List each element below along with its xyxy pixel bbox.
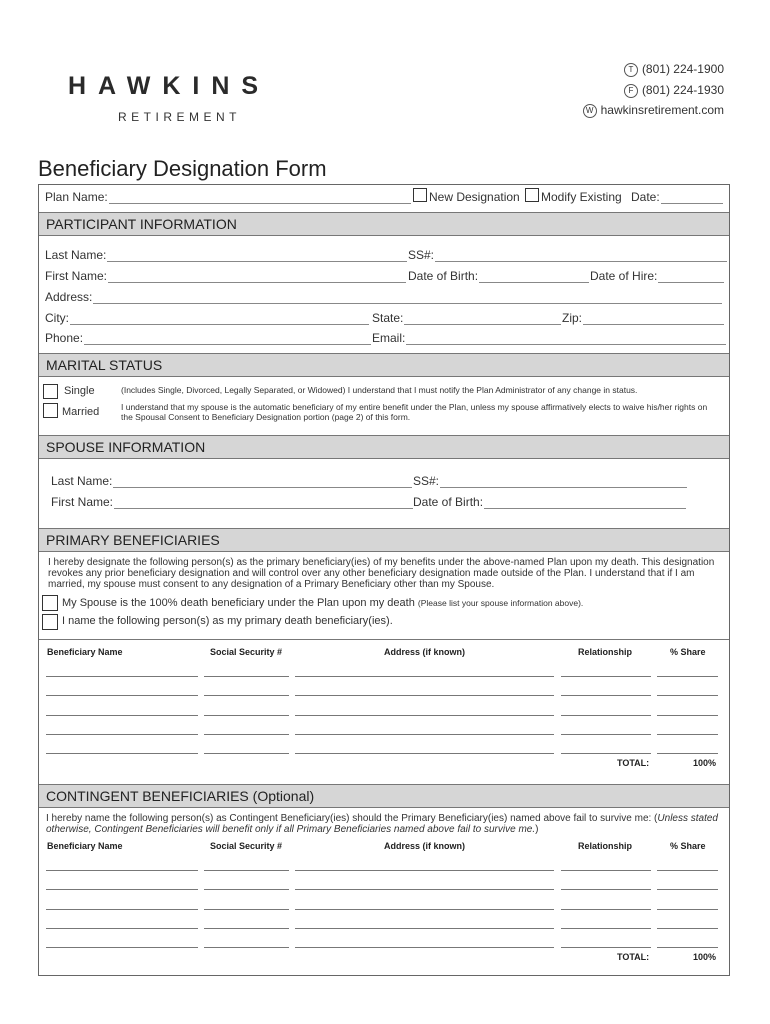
new-designation-checkbox[interactable] [413,188,427,202]
contingent-col-address: Address (if known) [384,841,466,851]
primary-row-3-col-4-line[interactable] [561,715,651,716]
contingent-row-4-col-2-line[interactable] [204,928,289,929]
primary-row-3-col-3-line[interactable] [295,715,554,716]
contingent-row-5-col-4-line[interactable] [561,947,651,948]
primary-row-4-col-5-line[interactable] [657,734,718,735]
single-label: Single [64,385,95,397]
spouse-first-name-field[interactable]: First Name: [51,495,413,509]
spouse-section-header: SPOUSE INFORMATION [39,435,729,459]
contingent-intro: I hereby name the following person(s) as Contingent Beneficiary(ies) should the Primary Beneficiary(ies) named above fail to survive me: (Unless stated otherwise, Contingent Beneficiaries will benefit only if all Primary Beneficiaries named above fail to survive me.) [46,813,718,835]
participant-hire-date-field[interactable]: Date of Hire: [590,269,724,283]
participant-dob-field[interactable]: Date of Birth: [408,269,589,283]
primary-row-2-col-1-line[interactable] [46,695,198,696]
primary-row-1-col-5-line[interactable] [657,676,718,677]
participant-city-field[interactable]: City: [45,311,369,325]
married-note: I understand that my spouse is the automatic beneficiary of my entire benefit under the Plan, unless my spouse affirmatively elects to waive his/her rights on the Spousal Consent to Beneficiary Designation portion (page 2) of this form. [121,402,708,422]
primary-row-5-col-2-line[interactable] [204,753,289,754]
married-label: Married [62,406,100,418]
contingent-row-1-col-5-line[interactable] [657,870,718,871]
web-text[interactable]: hawkinsretirement.com [600,103,724,117]
participant-last-name-field[interactable]: Last Name: [45,248,407,262]
contingent-row-2-col-4-line[interactable] [561,889,651,890]
contact-web [583,103,724,118]
web-icon: W [583,104,597,118]
participant-zip-field[interactable]: Zip: [562,311,724,325]
primary-row-2-col-3-line[interactable] [295,695,554,696]
plan-name-field[interactable]: Plan Name: [45,190,411,204]
primary-row-2-col-4-line[interactable] [561,695,651,696]
contingent-row-3-col-3-line[interactable] [295,909,554,910]
marital-section-header: MARITAL STATUS [39,353,729,377]
fax-icon: F [624,84,638,98]
participant-section-header: PARTICIPANT INFORMATION [39,212,729,236]
primary-total-label: TOTAL: [617,758,650,768]
single-note: (Includes Single, Divorced, Legally Separated, or Widowed) I understand that I must notify the Plan Administrator of any change in status. [121,385,638,395]
primary-col-relationship: Relationship [578,647,633,657]
primary-total-value: 100% [693,758,717,768]
contingent-row-5-col-1-line[interactable] [46,947,198,948]
form-title: Beneficiary Designation Form [38,156,327,181]
primary-col-share: % Share [670,647,706,657]
contingent-row-2-col-2-line[interactable] [204,889,289,890]
participant-state-field[interactable]: State: [372,311,561,325]
spouse-ssn-field[interactable]: SS#: [413,474,687,488]
modify-existing-checkbox[interactable] [525,188,539,202]
contingent-row-2-col-3-line[interactable] [295,889,554,890]
participant-address-field[interactable]: Address: [45,290,722,304]
primary-table-top-rule [39,639,729,640]
contingent-row-2-col-1-line[interactable] [46,889,198,890]
contingent-row-5-col-5-line[interactable] [657,947,718,948]
spouse-beneficiary-checkbox[interactable] [42,595,58,611]
single-checkbox[interactable] [43,384,58,399]
contact-fax [624,83,724,98]
contingent-row-1-col-2-line[interactable] [204,870,289,871]
primary-col-address: Address (if known) [384,647,466,657]
primary-intro: I hereby designate the following person(s) as the primary beneficiary(ies) of my benefits under the above-named Plan upon my death. This designation revokes any prior beneficiary designation and will control over any other beneficiary designation made outside of the Plan. I understand that if I am married, my spouse must consent to any designation of a Primary Beneficiary other than my Spouse. [48,557,715,590]
primary-row-1-col-3-line[interactable] [295,676,554,677]
spouse-beneficiary-label: My Spouse is the 100% death beneficiary under the Plan upon my death (Please list your spouse information above). [62,597,584,609]
participant-email-field[interactable]: Email: [372,331,726,345]
primary-row-5-col-5-line[interactable] [657,753,718,754]
contingent-row-4-col-3-line[interactable] [295,928,554,929]
primary-row-1-col-2-line[interactable] [204,676,289,677]
contingent-row-4-col-4-line[interactable] [561,928,651,929]
contingent-row-4-col-1-line[interactable] [46,928,198,929]
fax-text: (801) 224-1930 [641,83,724,97]
primary-row-4-col-2-line[interactable] [204,734,289,735]
contingent-row-3-col-2-line[interactable] [204,909,289,910]
primary-section-header: PRIMARY BENEFICIARIES [39,528,729,552]
contact-telephone [624,62,724,77]
primary-row-4-col-4-line[interactable] [561,734,651,735]
primary-row-5-col-3-line[interactable] [295,753,554,754]
primary-row-4-col-1-line[interactable] [46,734,198,735]
participant-phone-field[interactable]: Phone: [45,331,371,345]
primary-row-4-col-3-line[interactable] [295,734,554,735]
contingent-row-5-col-2-line[interactable] [204,947,289,948]
primary-row-5-col-4-line[interactable] [561,753,651,754]
contingent-col-ssn: Social Security # [210,841,283,851]
contingent-col-name: Beneficiary Name [47,841,123,851]
named-beneficiary-checkbox[interactable] [42,614,58,630]
participant-first-name-field[interactable]: First Name: [45,269,406,283]
primary-row-1-col-1-line[interactable] [46,676,198,677]
contingent-row-4-col-5-line[interactable] [657,928,718,929]
primary-row-2-col-2-line[interactable] [204,695,289,696]
spouse-last-name-field[interactable]: Last Name: [51,474,412,488]
contingent-row-3-col-1-line[interactable] [46,909,198,910]
primary-row-3-col-1-line[interactable] [46,715,198,716]
primary-col-ssn: Social Security # [210,647,283,657]
primary-row-3-col-2-line[interactable] [204,715,289,716]
modify-existing-label: Modify Existing [541,190,622,204]
primary-row-2-col-5-line[interactable] [657,695,718,696]
primary-row-5-col-1-line[interactable] [46,753,198,754]
contingent-row-2-col-5-line[interactable] [657,889,718,890]
spouse-dob-field[interactable]: Date of Birth: [413,495,686,509]
contingent-total-label: TOTAL: [617,952,650,962]
brand-tagline: RETIREMENT [118,110,241,124]
married-checkbox[interactable] [43,403,58,418]
contingent-row-5-col-3-line[interactable] [295,947,554,948]
contingent-total-value: 100% [693,952,717,962]
primary-col-name: Beneficiary Name [47,647,123,657]
telephone-icon: T [624,63,638,77]
plan-date-field[interactable]: Date: [631,190,723,204]
telephone-text: (801) 224-1900 [641,62,724,76]
brand-logo: HAWKINS [68,72,271,100]
new-designation-label: New Designation [429,190,520,204]
contingent-col-relationship: Relationship [578,841,633,851]
contingent-row-1-col-4-line[interactable] [561,870,651,871]
contingent-section-header: CONTINGENT BENEFICIARIES (Optional) [39,784,729,808]
participant-ssn-field[interactable]: SS#: [408,248,727,262]
contingent-row-1-col-1-line[interactable] [46,870,198,871]
contingent-row-1-col-3-line[interactable] [295,870,554,871]
primary-row-3-col-5-line[interactable] [657,715,718,716]
contingent-row-3-col-5-line[interactable] [657,909,718,910]
named-beneficiary-label: I name the following person(s) as my primary death beneficiary(ies). [62,615,393,627]
primary-row-1-col-4-line[interactable] [561,676,651,677]
contingent-row-3-col-4-line[interactable] [561,909,651,910]
contingent-col-share: % Share [670,841,706,851]
